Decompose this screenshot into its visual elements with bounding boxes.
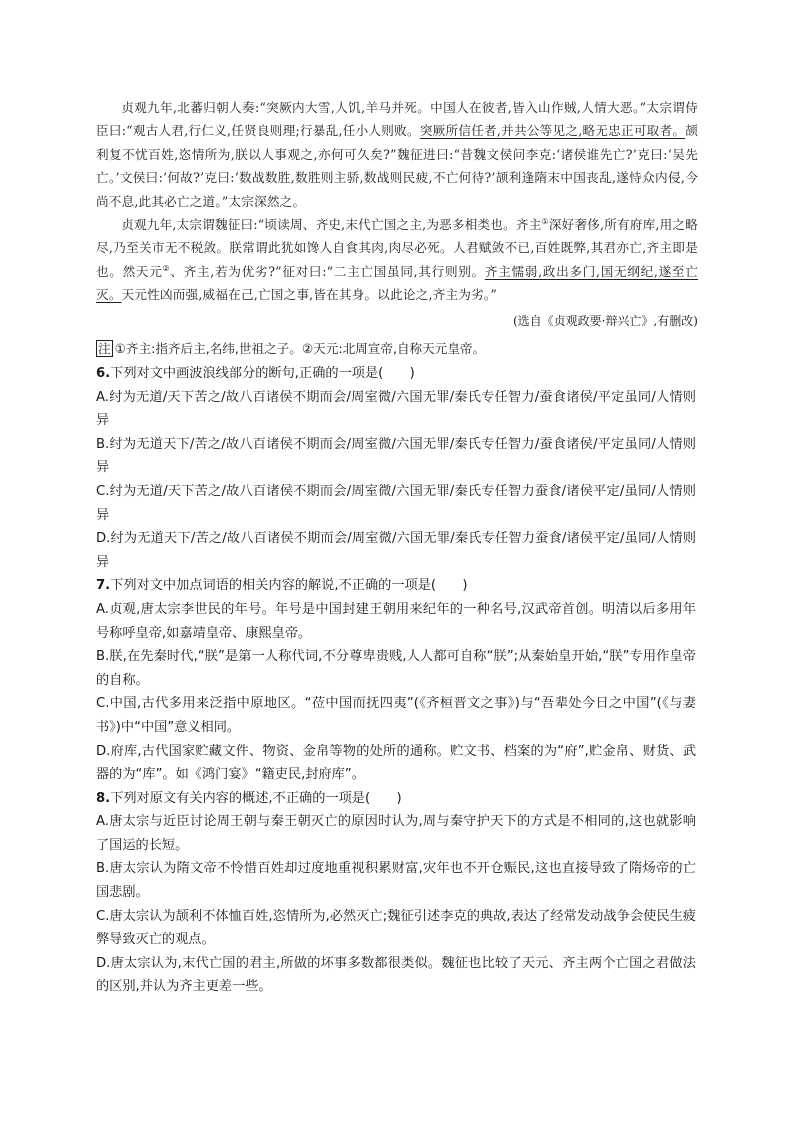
question-text: 下列对文中加点词语的相关内容的解说,不正确的一项是( ) xyxy=(110,578,468,594)
question-stem xyxy=(96,787,696,811)
option-d[interactable]: D.唐太宗认为,末代亡国的君主,所做的坏事多数都很类似。魏征也比较了天元、齐主两个亡国之君做法的区别,并认为齐主更差一些。 xyxy=(96,955,696,995)
option-c[interactable]: C.中国,古代多用来泛指中原地区。“莅中国而抚四夷”(《齐桓晋文之事》)与“吾辈处今日之中国”(《与妻书》)中“中国”意义相同。 xyxy=(96,696,696,735)
question-text: 下列对原文有关内容的概述,不正确的一项是( ) xyxy=(110,790,402,806)
passage-text: 天元性凶而强,威福在己,亡国之事,皆在其身。以此论之,齐主为劣。” xyxy=(121,287,497,303)
question-number: 7. xyxy=(96,578,111,594)
passage-text: 深好奢侈,所有府库,用之略尽,乃至关市无不税敛。朕常谓此犹如馋人自食其肉,肉尽必死。人君赋敛不已,百姓既弊,其君亦亡,齐主即是也。然天元 xyxy=(96,217,699,279)
underlined-sentence: 齐主懦弱,政出多门,国无纲纪,遂至亡灭。 xyxy=(96,263,699,303)
passage-text: 颉利复不忧百姓,恣情所为,朕以人事观之,亦何可久矣?”魏征进曰:“昔魏文侯问李克:‘诸侯谁先亡?’克曰:‘吴先亡。’文侯曰:‘何故?’克曰:‘数战数胜,数胜则主骄,数战则民疲,不亡何待?’颉利逢隋末中国丧乱,遂恃众内侵,今尚不息,此其必亡之道。”太宗深然之。 xyxy=(96,123,698,209)
option-d[interactable]: D.府库,古代国家贮藏文件、物资、金帛等物的处所的通称。贮文书、档案的为“府”,贮金帛、财货、武器的为“库”。如《鸿门宴》“籍吏民,封府库”。 xyxy=(96,743,696,783)
option-a[interactable]: A.纣为无道/天下苦之/故八百诸侯不期而会/周室微/六国无罪/秦氏专任智力/蚕食诸侯/平定虽同/人情则异 xyxy=(96,389,696,429)
question-stem xyxy=(96,574,696,598)
option-a[interactable]: A.唐太宗与近臣讨论周王朝与秦王朝灭亡的原因时认为,周与秦守护天下的方式是不相同的,这也就影响了国运的长短。 xyxy=(96,814,696,853)
question-text: 下列对文中画波浪线部分的断句,正确的一项是( ) xyxy=(110,366,415,381)
option-c[interactable]: C.纣为无道/天下苦之/故八百诸侯不期而会/周室微/六国无罪/秦氏专任智力蚕食/诸侯平定/虽同/人情则异 xyxy=(96,483,696,523)
option-b[interactable]: B.唐太宗认为隋文帝不怜惜百姓却过度地重视积累财富,灾年也不开仓赈民,这也直接导致了隋炀帝的亡国悲剧。 xyxy=(96,861,696,901)
footnotes xyxy=(96,338,698,359)
question-list xyxy=(96,362,696,999)
question-number: 8. xyxy=(96,790,111,806)
footnote-marker-2: ② xyxy=(162,263,171,273)
passage-paragraph-2 xyxy=(96,213,698,307)
option-b[interactable]: B.纣为无道天下/苦之/故八百诸侯不期而会/周室微/六国无罪/秦氏专任智力/蚕食诸侯/平定虽同/人情则异 xyxy=(96,436,696,476)
option-b[interactable]: B.朕,在先秦时代,“朕”是第一人称代词,不分尊卑贵贱,人人都可自称“朕”;从秦始皇开始,“朕”专用作皇帝的自称。 xyxy=(96,649,696,688)
passage-paragraph-1 xyxy=(96,96,698,213)
passage-text: 贞观九年,太宗谓魏征曰:“顷读周、齐史,末代亡国之主,为恶多相类也。齐主 xyxy=(121,217,542,233)
passage-text: 、齐主,若为优劣?”征对曰:“二主亡国虽同,其行则别。 xyxy=(170,263,485,279)
passage-source: (选自《贞观政要·辩兴亡》,有删改) xyxy=(513,314,698,328)
question-7 xyxy=(96,574,696,786)
note-tag: 注 xyxy=(98,341,111,356)
question-number: 6. xyxy=(96,366,111,381)
classical-passage xyxy=(96,96,698,307)
question-stem xyxy=(96,362,696,386)
option-a[interactable]: A.贞观,唐太宗李世民的年号。年号是中国封建王朝用来纪年的一种名号,汉武帝首创。明清以后多用年号称呼皇帝,如嘉靖皇帝、康熙皇帝。 xyxy=(96,601,696,641)
option-c[interactable]: C.唐太宗认为颉利不体恤百姓,恣情所为,必然灭亡;魏征引述李克的典故,表达了经常发动战争会使民生疲弊导致灭亡的观点。 xyxy=(96,908,696,948)
question-8 xyxy=(96,787,696,999)
option-d[interactable]: D.纣为无道天下/苦之/故八百诸侯不期而会/周室微/六国无罪/秦氏专任智力蚕食/诸侯平定/虽同/人情则异 xyxy=(96,531,696,570)
note-text: ①齐主:指齐后主,名纬,世祖之子。②天元:北周宣帝,自称天元皇帝。 xyxy=(114,341,486,356)
question-6 xyxy=(96,362,696,574)
underlined-sentence: 突厥所信任者,并共公等见之,略无忠正可取者。 xyxy=(419,123,686,139)
passage-text: 贞观九年,北蕃归朝人奏:“突厥内大雪,人饥,羊马并死。中国人在彼者,皆入山作贼,人情大恶。”太宗谓侍臣曰:“观古人君,行仁义,任贤良则理;行暴乱,任小人则败。 xyxy=(96,100,698,139)
footnote-marker-1: ① xyxy=(541,216,549,226)
